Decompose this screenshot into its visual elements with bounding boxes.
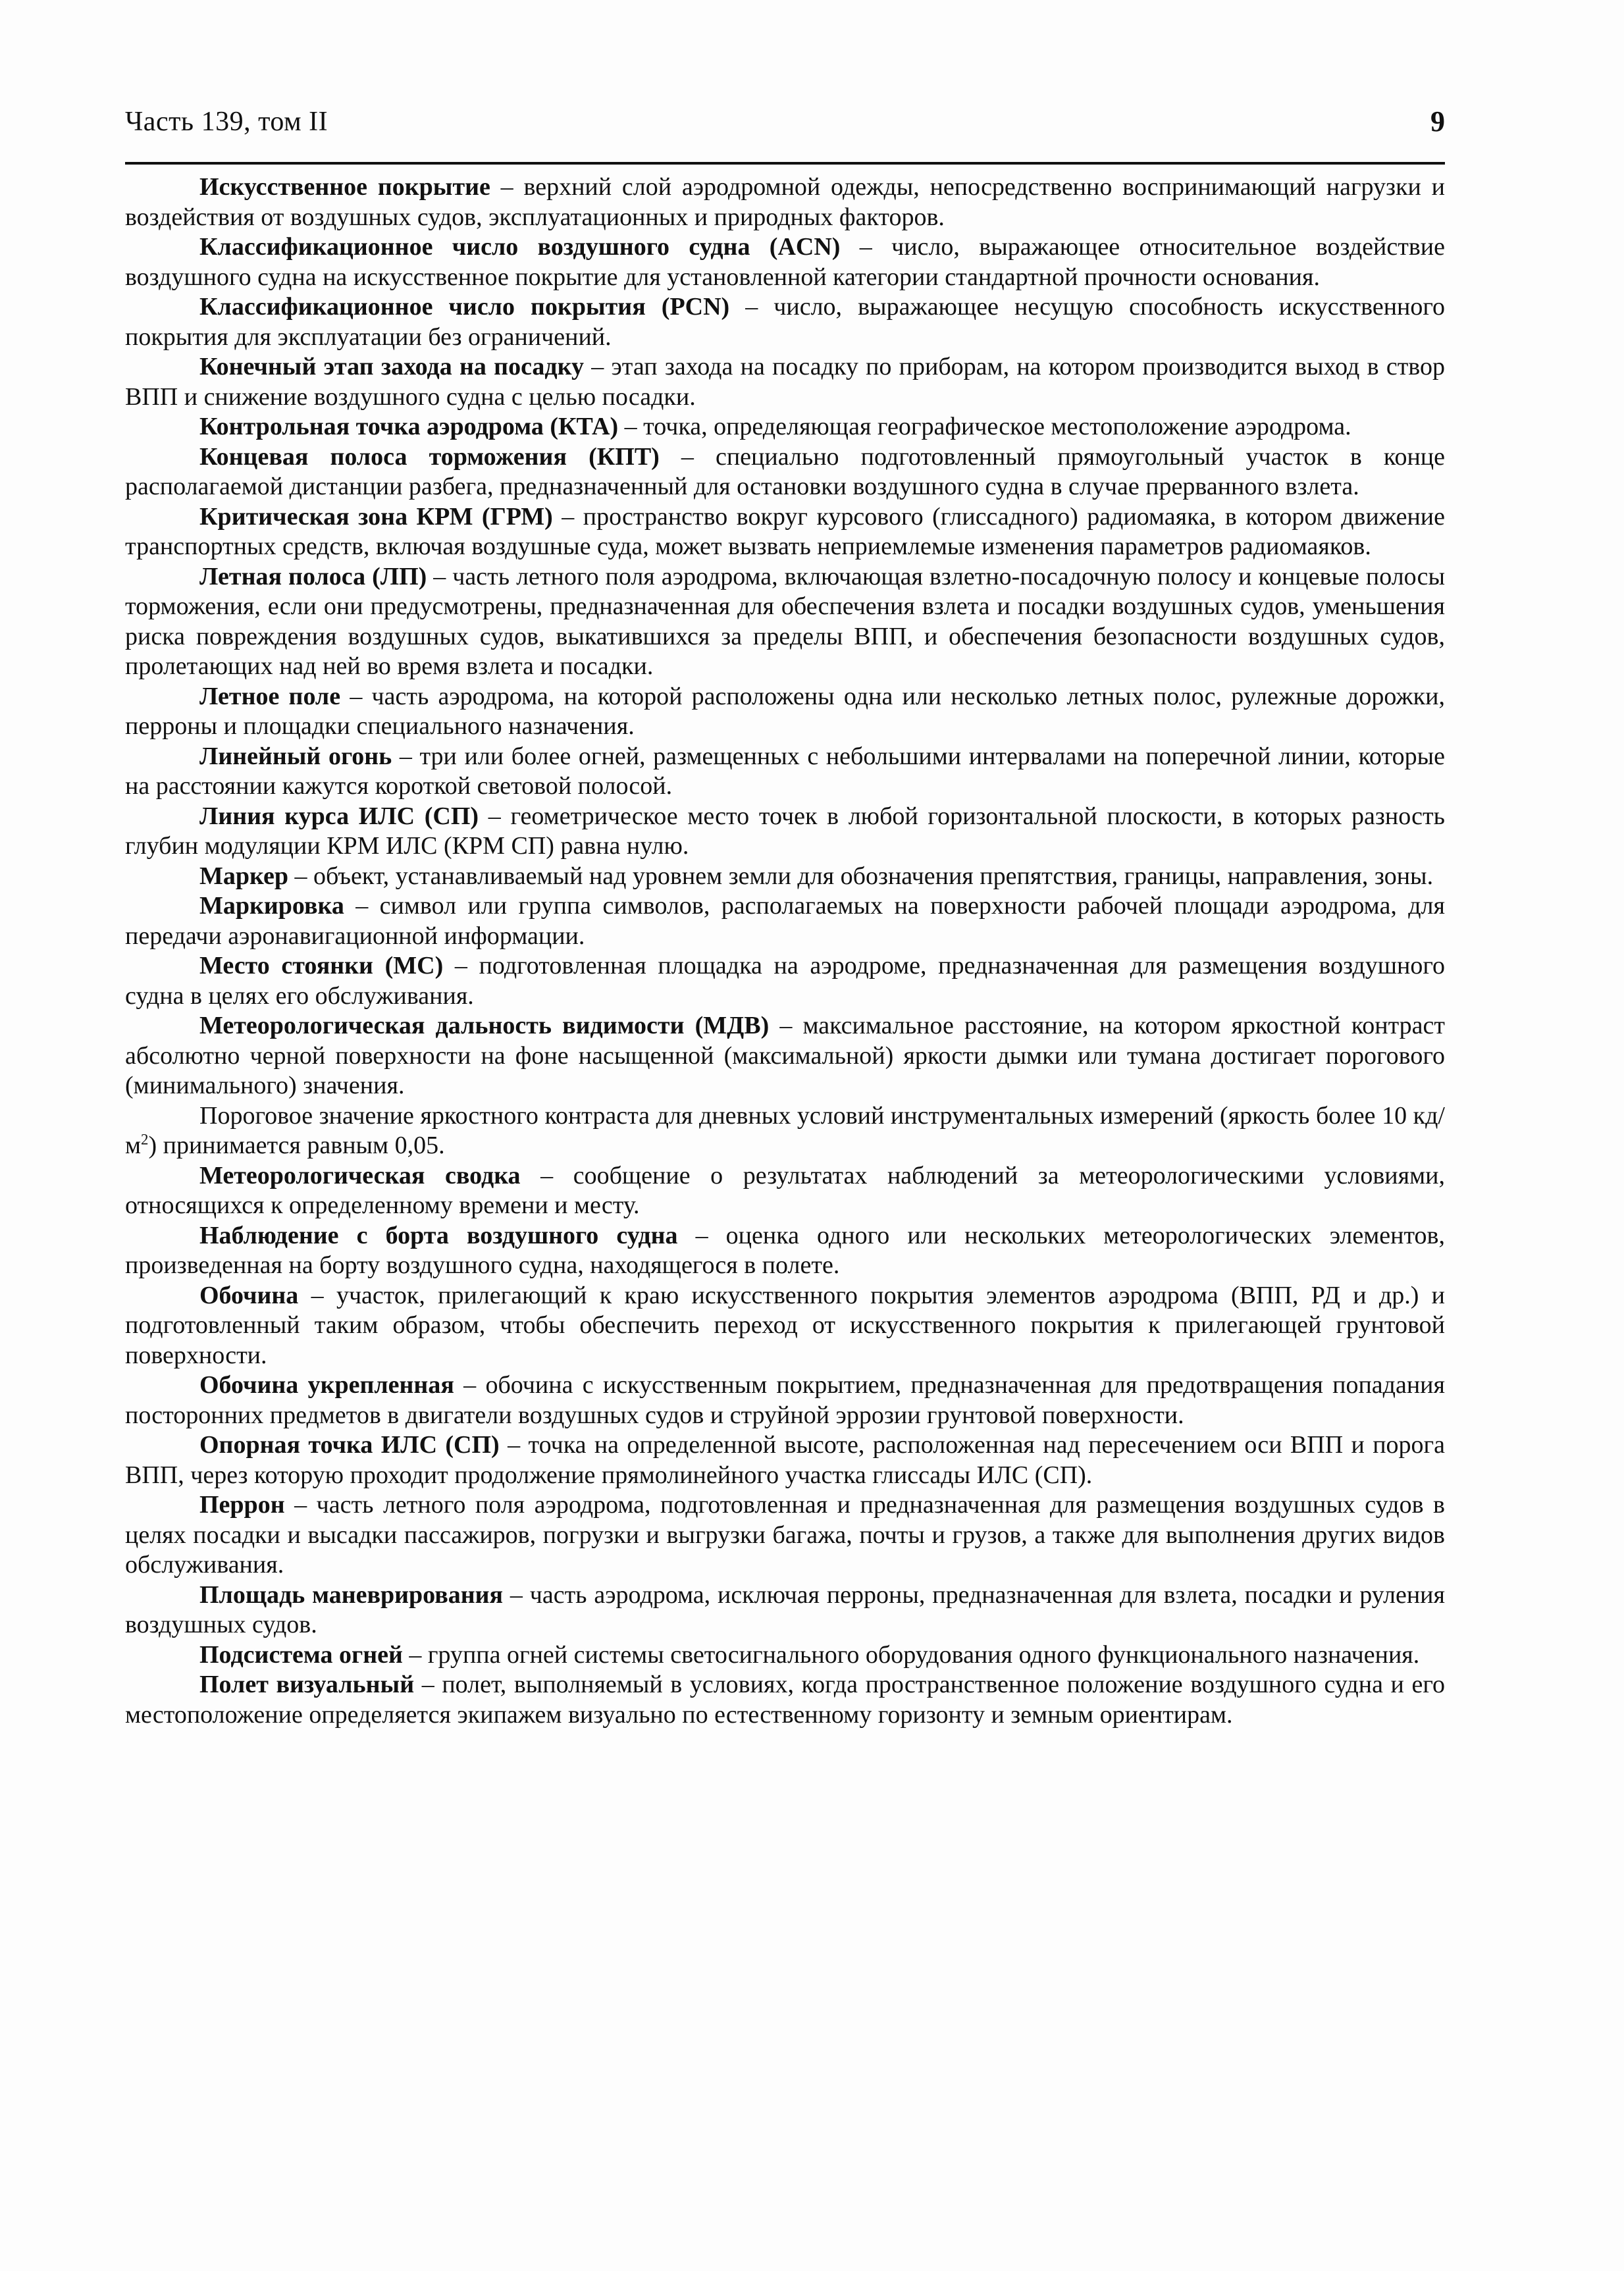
entry-definition: объект, устанавливаемый над уровнем земли для обозначения препятствия, границы, направления, зоны.: [313, 862, 1434, 890]
entry-definition: максимальное расстояние, на котором яркостной контраст абсолютно черной поверхности на фоне насыщенной (максимальной) яркости дымки или тумана достигает порогового (минимального) значения.: [125, 1012, 1446, 1099]
entry-definition: обочина с искусственным покрытием, предназначенная для предотвращения попадания посторонних предметов в двигатели воздушных судов и струйной эррозии грунтовой поверхности.: [125, 1371, 1445, 1429]
glossary-entry: Классификационное число покрытия (PCN) – число, выражающее несущую способность искусственного покрытия для эксплуатации без ограничений.: [125, 293, 1446, 351]
glossary-entry: Обочина – участок, прилегающий к краю искусственного покрытия элементов аэродрома (ВПП, РД и др.) и подготовленный таким образом, чтобы обеспечить переход от искусственного покрытия к прилегающей грунтовой поверхности.: [125, 1281, 1446, 1369]
glossary-note: [125, 1101, 1445, 1161]
entry-term: Площадь маневрирования: [199, 1580, 504, 1609]
glossary-entry: Линейный огонь – три или более огней, размещенных с небольшими интервалами на поперечной линии, которые на расстоянии кажутся короткой световой полосой.: [125, 742, 1446, 800]
glossary-entry: Конечный этап захода на посадку – этап захода на посадку по приборам, на котором производится выход в створ ВПП и снижение воздушного судна с целью посадки.: [125, 353, 1445, 411]
entry-term: Классификационное число покрытия (PCN): [199, 293, 730, 321]
glossary-entry: Перрон – часть летного поля аэродрома, подготовленная и предназначенная для размещения воздушных судов в целях посадки и высадки пассажиров, погрузки и выгрузки багажа, почты и грузов, а также для выполнения других видов обслуживания.: [125, 1491, 1445, 1579]
entry-term: Опорная точка ИЛС (СП): [199, 1431, 500, 1459]
entry-term: Место стоянки (МС): [199, 952, 444, 979]
entry-definition: пространство вокруг курсового (глиссадного) радиомаяка, в котором движение транспортных средств, включая воздушные суда, может вызвать неприемлемые изменения параметров радиомаяков.: [125, 502, 1445, 560]
entry-term: Перрон: [199, 1491, 285, 1519]
glossary-body: [125, 172, 1445, 1730]
glossary-entry: Маркировка – символ или группа символов, располагаемых на поверхности рабочей площади аэродрома, для передачи аэронавигационной информации.: [125, 892, 1445, 950]
glossary-entry: Метеорологическая сводка – сообщение о результатах наблюдений за метеорологическими условиями, относящихся к определенному времени и месту.: [125, 1161, 1446, 1219]
entry-definition: число, выражающее относительное воздействие воздушного судна на искусственное покрытие для установленной категории стандартной прочности основания.: [125, 233, 1445, 291]
entry-term: Искусственное покрытие: [199, 173, 490, 201]
entry-definition: часть аэродрома, на которой расположены одна или несколько летных полос, рулежные дорожки, перроны и площадки специального назначения.: [125, 682, 1445, 740]
glossary-entry: Летное поле – часть аэродрома, на которой расположены одна или несколько летных полос, рулежные дорожки, перроны и площадки специального назначения.: [125, 682, 1445, 740]
entry-term: Критическая зона КРМ (ГРМ): [199, 502, 553, 531]
entry-definition: три или более огней, размещенных с небольшими интервалами на поперечной линии, которые на расстоянии кажутся короткой световой полосой.: [125, 742, 1446, 800]
entry-term: Подсистема огней: [199, 1640, 403, 1669]
entry-term: Концевая полоса торможения (КПТ): [199, 442, 660, 471]
entry-definition: полет, выполняемый в условиях, когда пространственное положение воздушного судна и его местоположение определяется экипажем визуально по естественному горизонту и земным ориентирам.: [125, 1671, 1446, 1729]
entry-term: Метеорологическая дальность видимости (МДВ): [199, 1012, 770, 1039]
entry-definition: символ или группа символов, располагаемых на поверхности рабочей площади аэродрома, для передачи аэронавигационной информации.: [125, 892, 1445, 950]
entry-definition: точка на определенной высоте, расположенная над пересечением оси ВПП и порога ВПП, через которую проходит продолжение прямолинейного участка глиссады ИЛС (СП).: [125, 1431, 1446, 1489]
entry-definition: часть аэродрома, исключая перроны, предназначенная для взлета, посадки и руления воздушных судов.: [125, 1580, 1445, 1638]
header-rule: [125, 162, 1445, 165]
entry-term: Маркер: [199, 862, 288, 890]
entry-definition: точка, определяющая географическое местоположение аэродрома.: [643, 413, 1351, 440]
entry-definition: специально подготовленный прямоугольный участок в конце располагаемой дистанции разбега, предназначенный для остановки воздушного судна в случае прерванного взлета.: [125, 442, 1445, 500]
entry-definition: часть летного поля аэродрома, включающая взлетно-посадочную полосу и концевые полосы торможения, если они предусмотрены, предназначенная для обеспечения взлета и посадки воздушных судов, уменьшения риска повреждения воздушных судов, выкатившихся за пределы ВПП, и обеспечения безопасности воздушных судов, пролетающих над ней во время взлета и посадки.: [125, 562, 1445, 680]
superscript: 2: [141, 1131, 149, 1148]
entry-term: Маркировка: [199, 892, 344, 920]
entry-term: Контрольная точка аэродрома (КТА): [199, 413, 619, 440]
entry-definition: сообщение о результатах наблюдений за метеорологическими условиями, относящихся к определенному времени и месту.: [125, 1161, 1446, 1219]
note-text: Пороговое значение яркостного контраста для дневных условий инструментальных измерений (яркость более 10 кд/м: [125, 1101, 1445, 1159]
entry-term: Линия курса ИЛС (СП): [199, 802, 479, 830]
entry-term: Летное поле: [199, 682, 341, 710]
glossary-entry: Концевая полоса торможения (КПТ) – специально подготовленный прямоугольный участок в конце располагаемой дистанции разбега, предназначенный для остановки воздушного судна в случае прерванного взлета.: [125, 442, 1445, 500]
page-header: [125, 102, 1445, 148]
glossary-entry: Критическая зона КРМ (ГРМ) – пространство вокруг курсового (глиссадного) радиомаяка, в котором движение транспортных средств, включая воздушные суда, может вызвать неприемлемые изменения параметров радиомаяков.: [125, 502, 1445, 560]
glossary-entry: Летная полоса (ЛП) – часть летного поля аэродрома, включающая взлетно-посадочную полосу и концевые полосы торможения, если они предусмотрены, предназначенная для обеспечения взлета и посадки воздушных судов, уменьшения риска повреждения воздушных судов, выкатившихся за пределы ВПП, и обеспечения безопасности воздушных судов, пролетающих над ней во время взлета и посадки.: [125, 562, 1445, 680]
entry-definition: геометрическое место точек в любой горизонтальной плоскости, в которых разность глубин модуляции КРМ ИЛС (КРМ СП) равна нулю.: [125, 802, 1445, 860]
entry-term: Конечный этап захода на посадку: [199, 353, 584, 380]
entry-definition: участок, прилегающий к краю искусственного покрытия элементов аэродрома (ВПП, РД и др.) и подготовленный таким образом, чтобы обеспечить переход от искусственного покрытия к прилегающей грунтовой поверхности.: [125, 1281, 1446, 1369]
glossary-entry: Подсистема огней – группа огней системы светосигнального оборудования одного функционального назначения.: [199, 1640, 1420, 1669]
entry-term: Метеорологическая сводка: [199, 1161, 521, 1189]
glossary-entry: Маркер – объект, устанавливаемый над уровнем земли для обозначения препятствия, границы, направления, зоны.: [199, 862, 1434, 890]
entry-term: Классификационное число воздушного судна (ACN): [199, 233, 841, 261]
running-head: Часть 139, том II: [125, 107, 328, 137]
entry-term: Обочина укрепленная: [199, 1371, 454, 1399]
entry-definition: группа огней системы светосигнального оборудования одного функционального назначения.: [427, 1640, 1420, 1669]
glossary-entry: Опорная точка ИЛС (СП) – точка на определенной высоте, расположенная над пересечением оси ВПП и порога ВПП, через которую проходит продолжение прямолинейного участка глиссады ИЛС (СП).: [125, 1431, 1446, 1489]
entry-term: Полет визуальный: [199, 1671, 415, 1698]
entry-definition: верхний слой аэродромной одежды, непосредственно воспринимающий нагрузки и воздействия от воздушных судов, эксплуатационных и природных факторов.: [125, 173, 1446, 231]
entry-term: Наблюдение с борта воздушного судна: [199, 1221, 678, 1249]
entry-definition: подготовленная площадка на аэродроме, предназначенная для размещения воздушного судна в целях его обслуживания.: [125, 952, 1445, 1010]
entry-term: Линейный огонь: [199, 742, 392, 770]
glossary-entry: Площадь маневрирования – часть аэродрома, исключая перроны, предназначенная для взлета, посадки и руления воздушных судов.: [125, 1580, 1445, 1638]
entry-term: Обочина: [199, 1281, 299, 1309]
glossary-entry: Классификационное число воздушного судна (ACN) – число, выражающее относительное воздействие воздушного судна на искусственное покрытие для установленной категории стандартной прочности основания.: [125, 233, 1445, 291]
entry-term: Летная полоса (ЛП): [199, 562, 427, 590]
entry-definition: этап захода на посадку по приборам, на котором производится выход в створ ВПП и снижение воздушного судна с целью посадки.: [125, 353, 1445, 411]
glossary-entry: Контрольная точка аэродрома (КТА) – точка, определяющая географическое местоположение аэродрома.: [199, 413, 1351, 440]
glossary-entry: Место стоянки (МС) – подготовленная площадка на аэродроме, предназначенная для размещения воздушного судна в целях его обслуживания.: [125, 952, 1445, 1010]
entry-definition: часть летного поля аэродрома, подготовленная и предназначенная для размещения воздушных судов в целях посадки и высадки пассажиров, погрузки и выгрузки багажа, почты и грузов, а также для выполнения других видов обслуживания.: [125, 1491, 1445, 1579]
note-text-end: ) принимается равным 0,05.: [148, 1132, 445, 1159]
glossary-entry: Наблюдение с борта воздушного судна – оценка одного или нескольких метеорологических элементов, произведенная на борту воздушного судна, находящегося в полете.: [125, 1221, 1446, 1279]
entry-definition: число, выражающее несущую способность искусственного покрытия для эксплуатации без ограничений.: [125, 293, 1446, 351]
glossary-entry: Искусственное покрытие – верхний слой аэродромной одежды, непосредственно воспринимающий нагрузки и воздействия от воздушных судов, эксплуатационных и природных факторов.: [125, 173, 1446, 231]
glossary-entry: Метеорологическая дальность видимости (МДВ) – максимальное расстояние, на котором яркостной контраст абсолютно черной поверхности на фоне насыщенной (максимальной) яркости дымки или тумана достигает порогового (минимального) значения.: [125, 1012, 1446, 1099]
glossary-entry: Обочина укрепленная – обочина с искусственным покрытием, предназначенная для предотвращения попадания посторонних предметов в двигатели воздушных судов и струйной эррозии грунтовой поверхности.: [125, 1371, 1445, 1429]
page-number: 9: [1430, 105, 1445, 138]
glossary-entry: Линия курса ИЛС (СП) – геометрическое место точек в любой горизонтальной плоскости, в которых разность глубин модуляции КРМ ИЛС (КРМ СП) равна нулю.: [125, 802, 1445, 860]
glossary-entry: Полет визуальный – полет, выполняемый в условиях, когда пространственное положение воздушного судна и его местоположение определяется экипажем визуально по естественному горизонту и земным ориентирам.: [125, 1671, 1446, 1729]
entry-definition: оценка одного или нескольких метеорологических элементов, произведенная на борту воздушного судна, находящегося в полете.: [125, 1221, 1446, 1279]
